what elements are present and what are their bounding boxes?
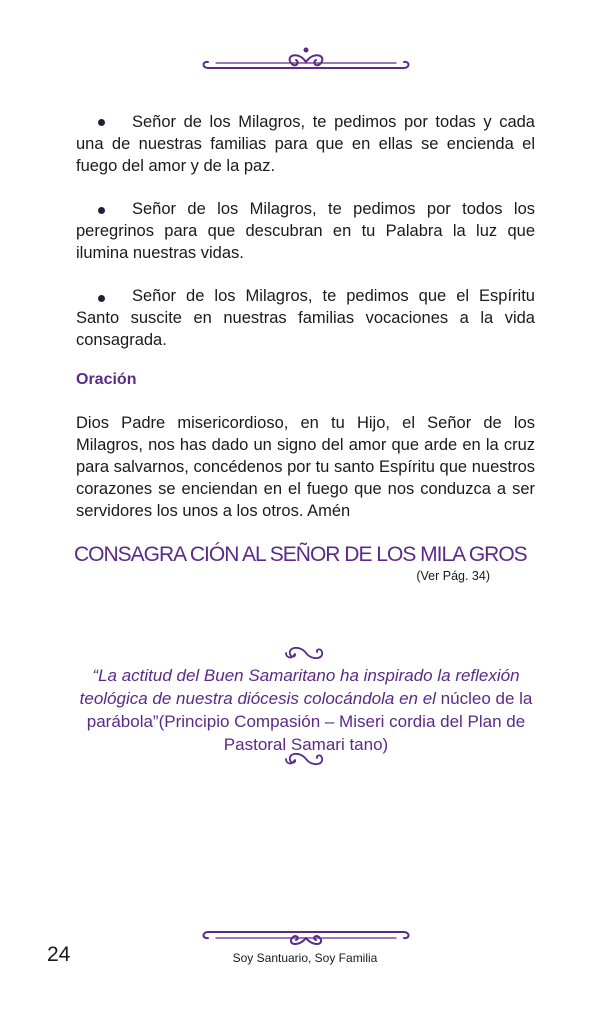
quote-regular: núcleo de la parábola”(Principio Compasión – Miseri cordia del Plan de Pastoral Samari tano) bbox=[86, 689, 533, 754]
page-number: 24 bbox=[47, 943, 71, 966]
petition-2: Señor de los Milagros, te pedimos por todos los peregrinos para que descubran en tu Palabra la luz que ilumina nuestras vidas. bbox=[76, 200, 535, 262]
petition-3: Señor de los Milagros, te pedimos que el Espíritu Santo suscite en nuestras familias vocaciones a la vida consagrada. bbox=[76, 287, 535, 349]
swirl-ornament-icon bbox=[282, 750, 330, 768]
quote-italic: “La actitud del Buen Samaritano ha inspirado la reflexión teológica de nuestra diócesis colocándola en el bbox=[79, 666, 520, 708]
bottom-scroll-ornament-icon bbox=[196, 928, 416, 952]
page-reference: (Ver Pág. 34) bbox=[416, 569, 490, 583]
petition-1: Señor de los Milagros, te pedimos por todas y cada una de nuestras familias para que en ellas se encienda el fuego del amor y de la paz. bbox=[76, 113, 535, 175]
prayer-text: Dios Padre misericordioso, en tu Hijo, el Señor de los Milagros, nos has dado un signo del amor que arde en la cruz para salvarnos, concédenos por tu santo Espíritu que nuestros corazones se enciendan en el fuego que nos conduzca a ser servidores los unos a los otros. Amén bbox=[76, 414, 535, 520]
prayer-heading: Oración bbox=[76, 371, 137, 388]
swirl-ornament-icon bbox=[282, 644, 330, 662]
footer-text: Soy Santuario, Soy Familia bbox=[232, 951, 378, 965]
consecration-title: CONSAGRA CIÓN AL SEÑOR DE LOS MILA GROS bbox=[74, 543, 527, 566]
quote-block bbox=[70, 664, 542, 756]
top-scroll-ornament-icon bbox=[196, 46, 416, 74]
